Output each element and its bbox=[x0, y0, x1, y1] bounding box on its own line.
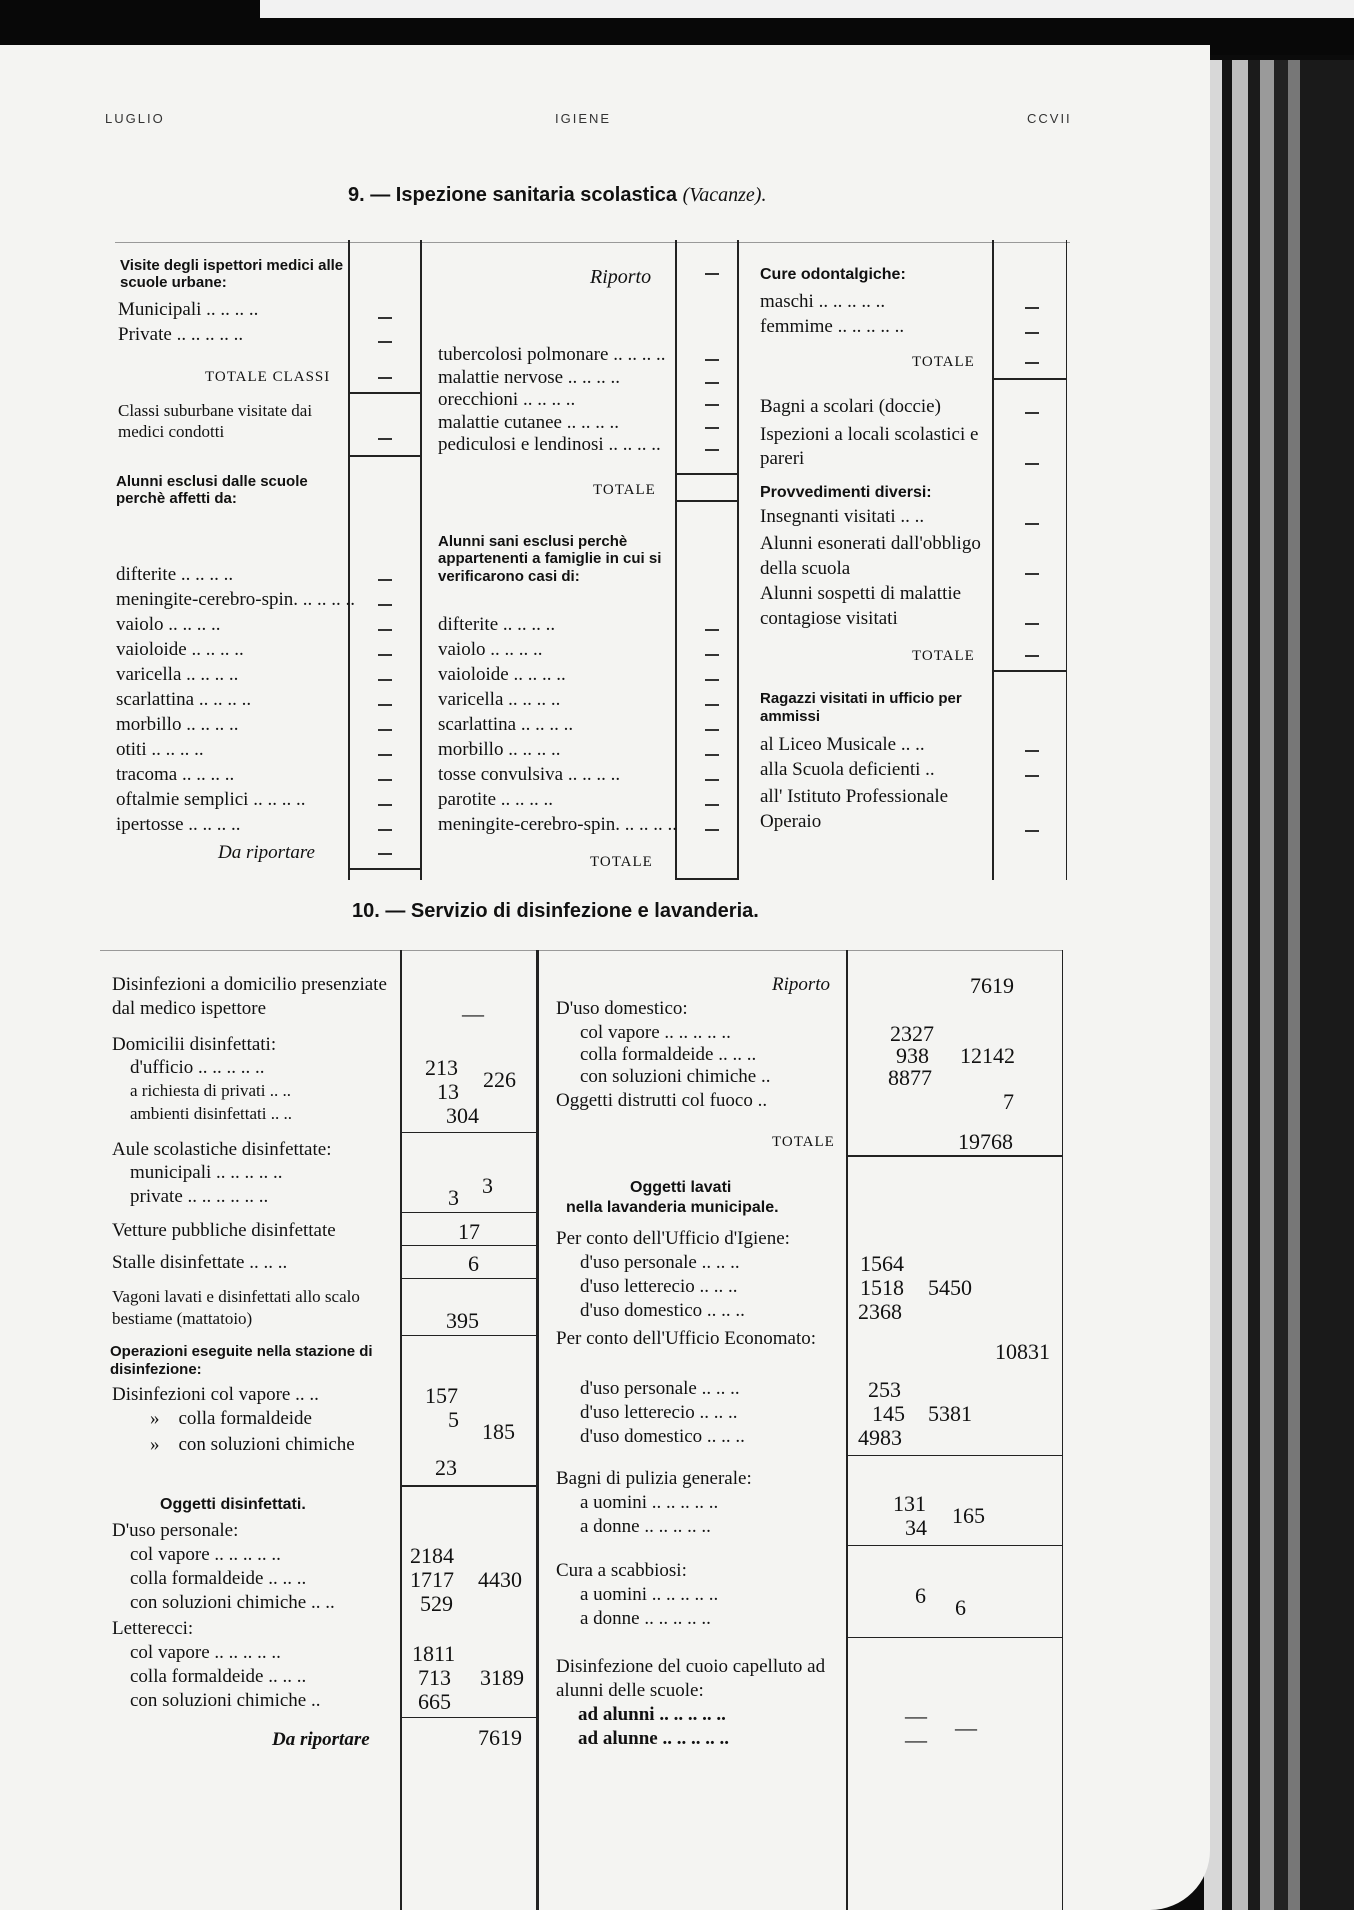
value: 1717 bbox=[410, 1567, 454, 1592]
value: 2327 bbox=[890, 1021, 934, 1046]
list-item-label: meningite-cerebro-spin. bbox=[116, 589, 299, 610]
s9-rule bbox=[348, 868, 420, 870]
s10-conto-igiene: Per conto dell'Ufficio d'Igiene: bbox=[556, 1228, 790, 1249]
s9-dash bbox=[1025, 412, 1039, 414]
s9-provv-heading: Provvedimenti diversi: bbox=[760, 484, 932, 501]
value: 1811 bbox=[412, 1641, 456, 1666]
label: colla formaldeide bbox=[580, 1044, 714, 1065]
value: 157 bbox=[425, 1383, 458, 1408]
list-item-label: parotite bbox=[438, 789, 497, 810]
list-item: tracoma .. .. .. .. bbox=[116, 764, 235, 785]
label: Insegnanti visitati bbox=[760, 506, 896, 527]
s10-dash: — bbox=[462, 1001, 484, 1026]
s10-rule bbox=[846, 1155, 1062, 1157]
list-item-label: oftalmie semplici bbox=[116, 789, 249, 810]
list-item: difterite .. .. .. .. bbox=[116, 564, 234, 585]
list-item-label: malattie cutanee bbox=[438, 411, 562, 433]
table9-vline bbox=[992, 240, 994, 880]
s9-dash bbox=[705, 273, 719, 275]
s10-lav-heading2: nella lavanderia municipale. bbox=[566, 1199, 779, 1216]
value: 665 bbox=[418, 1689, 451, 1714]
label: private bbox=[130, 1186, 183, 1207]
s10-e-lett: d'uso letterecio .. .. .. bbox=[580, 1402, 738, 1423]
list-item: oftalmie semplici .. .. .. .. bbox=[116, 789, 306, 810]
s9-totale: TOTALE bbox=[593, 482, 656, 498]
list-item-label: pediculosi e lendinosi bbox=[438, 434, 604, 455]
s10-rule bbox=[846, 1455, 1062, 1456]
list-item-dash bbox=[705, 359, 719, 361]
s10-rule bbox=[400, 1212, 536, 1213]
s9-dash bbox=[1025, 750, 1039, 752]
list-item-dash bbox=[378, 779, 392, 781]
s9-cure-totale: TOTALE bbox=[912, 354, 975, 370]
s9-rule bbox=[992, 378, 1066, 380]
s9-dash bbox=[378, 438, 392, 440]
s10-totale: TOTALE bbox=[772, 1134, 835, 1150]
s10-d-ufficio: d'ufficio .. .. .. .. .. bbox=[130, 1057, 265, 1078]
s9-dash bbox=[1025, 463, 1039, 465]
s9-liceo: al Liceo Musicale .. .. bbox=[760, 734, 925, 755]
value: 4430 bbox=[478, 1567, 522, 1592]
list-item: morbillo .. .. .. .. bbox=[116, 714, 239, 735]
value: 12142 bbox=[960, 1043, 1015, 1068]
s9-alunni-sani-heading: Alunni sani esclusi perchè appartenenti a famiglie in cui si verificarono casi di: bbox=[438, 533, 662, 585]
s9-municipali: Municipali .. .. .. .. bbox=[118, 299, 259, 320]
s10-i-pers: d'uso personale .. .. .. bbox=[580, 1252, 740, 1273]
list-item-label: vaiolo bbox=[116, 614, 164, 635]
s10-ambienti: ambienti disinfettati .. .. bbox=[130, 1104, 292, 1123]
s10-i-lett: d'uso letterecio .. .. .. bbox=[580, 1276, 738, 1297]
s10-rule bbox=[846, 1637, 1062, 1638]
value: 3189 bbox=[480, 1665, 524, 1690]
value: 4983 bbox=[858, 1425, 902, 1450]
s10-rule bbox=[400, 1335, 536, 1336]
s10-l-vapore: col vapore .. .. .. .. .. bbox=[130, 1642, 281, 1663]
s9-alunni-esonerati: Alunni esonerati dall'obbligo della scuola bbox=[760, 533, 981, 579]
s9-dash bbox=[1025, 775, 1039, 777]
list-item-label: scarlattina bbox=[116, 689, 195, 710]
s10-conto-economato: Per conto dell'Ufficio Economato: bbox=[556, 1328, 817, 1349]
label: al Liceo Musicale bbox=[760, 734, 897, 755]
s10-aule-private: private .. .. .. .. .. .. bbox=[130, 1186, 269, 1207]
list-item-label: varicella bbox=[438, 689, 504, 710]
list-item-dash bbox=[705, 704, 719, 706]
s10-l-soluz: con soluzioni chimiche .. bbox=[130, 1690, 321, 1711]
list-item: tosse convulsiva .. .. .. .. bbox=[438, 764, 621, 785]
s10-dash: — bbox=[905, 1727, 927, 1752]
header-center: IGIENE bbox=[555, 111, 612, 126]
table9-vline bbox=[1066, 240, 1067, 880]
table9-vline bbox=[675, 240, 677, 880]
value: 1518 bbox=[860, 1275, 904, 1300]
list-item-dash bbox=[378, 629, 392, 631]
s10-vagoni: Vagoni lavati e disinfettati allo scalo bestiame (mattatoio) bbox=[112, 1287, 360, 1329]
label: femmime bbox=[760, 316, 833, 337]
s10-dis-vapore: Disinfezioni col vapore .. .. bbox=[112, 1384, 319, 1405]
s9-alunni-sospetti: Alunni sospetti di malattie contagiose visitati bbox=[760, 583, 962, 629]
label: col vapore bbox=[130, 1642, 210, 1663]
table9-vline bbox=[420, 240, 422, 880]
s9-bagni: Bagni a scolari (doccie) bbox=[760, 396, 941, 417]
s9-visite-heading: Visite degli ispettori medici alle scuole urbane: bbox=[120, 257, 344, 292]
s10-dash: — bbox=[905, 1703, 927, 1728]
list-item: difterite .. .. .. .. bbox=[438, 614, 556, 635]
list-item-label: otiti bbox=[116, 739, 147, 760]
label: d'uso letterecio bbox=[580, 1402, 695, 1423]
s10-aule: Aule scolastiche disinfettate: bbox=[112, 1139, 332, 1160]
list-item: malattie nervose .. .. .. .. bbox=[438, 366, 621, 388]
s9-femmime: femmime .. .. .. .. .. bbox=[760, 316, 905, 337]
list-item-label: tracoma bbox=[116, 764, 178, 785]
s10-rule bbox=[400, 1132, 536, 1133]
s10-l-form: colla formaldeide .. .. .. bbox=[130, 1666, 307, 1687]
list-item-dash bbox=[378, 679, 392, 681]
s10-lav-heading1: Oggetti lavati bbox=[630, 1179, 732, 1196]
s10-ad-alunne: ad alunne .. .. .. .. .. bbox=[578, 1728, 729, 1749]
scan-right-edge bbox=[1204, 60, 1354, 1910]
s10-stalle: Stalle disinfettate .. .. .. bbox=[112, 1252, 288, 1273]
list-item: vaiolo .. .. .. .. bbox=[116, 614, 221, 635]
s10-c-uomini: a uomini .. .. .. .. .. bbox=[580, 1584, 719, 1605]
label: Private bbox=[118, 324, 172, 345]
value: 13 bbox=[437, 1079, 459, 1104]
value: 2184 bbox=[410, 1543, 454, 1568]
list-item-label: scarlattina bbox=[438, 714, 517, 735]
list-item-dash bbox=[705, 382, 719, 384]
s10-cura: Cura a scabbiosi: bbox=[556, 1560, 687, 1581]
s9-dash bbox=[378, 853, 392, 855]
s10-rule bbox=[400, 1717, 536, 1718]
s9-ispezioni: Ispezioni a locali scolastici e pareri bbox=[760, 424, 979, 469]
s10-operazioni: Operazioni eseguite nella stazione di disinfezione: bbox=[110, 1343, 373, 1378]
s9-da-riportare: Da riportare bbox=[218, 842, 315, 863]
table9-vline bbox=[348, 240, 350, 880]
value: 529 bbox=[420, 1591, 453, 1616]
label: alla Scuola deficienti bbox=[760, 759, 921, 780]
value: 3 bbox=[482, 1173, 493, 1198]
s10-e-dom: d'uso domestico .. .. .. bbox=[580, 1426, 745, 1447]
s10-d-soluz: con soluzioni chimiche .. bbox=[580, 1066, 771, 1087]
value: 10831 bbox=[995, 1339, 1050, 1364]
list-item-dash bbox=[378, 654, 392, 656]
s10-i-dom: d'uso domestico .. .. .. bbox=[580, 1300, 745, 1321]
s10-richiesta: a richiesta di privati .. .. bbox=[130, 1081, 291, 1100]
list-item-dash bbox=[705, 679, 719, 681]
value: 131 bbox=[893, 1491, 926, 1516]
s9-classi-suburbane: Classi suburbane visitate dai medici condotti bbox=[118, 401, 313, 442]
value: 5381 bbox=[928, 1401, 972, 1426]
s9-dash bbox=[1025, 655, 1039, 657]
table10-vline bbox=[536, 950, 539, 1910]
label: con soluzioni chimiche bbox=[130, 1592, 307, 1613]
list-item-dash bbox=[378, 704, 392, 706]
list-item-dash bbox=[378, 829, 392, 831]
value: 19768 bbox=[958, 1129, 1013, 1154]
label: ad alunne bbox=[578, 1728, 658, 1749]
value: 2368 bbox=[858, 1299, 902, 1324]
value: 213 bbox=[425, 1055, 458, 1080]
s9-dash bbox=[1025, 830, 1039, 832]
s9-dash bbox=[1025, 307, 1039, 309]
list-item: orecchioni .. .. .. .. bbox=[438, 389, 576, 410]
s10-d-form: colla formaldeide .. .. .. bbox=[580, 1044, 757, 1065]
label: ambienti disinfettati bbox=[130, 1104, 267, 1123]
s9-dash bbox=[1025, 573, 1039, 575]
value: 6 bbox=[915, 1583, 926, 1608]
list-item-label: vaioloide bbox=[116, 639, 187, 660]
s9-provv-totale: TOTALE bbox=[912, 648, 975, 664]
s9-dash bbox=[1025, 362, 1039, 364]
label: ad alunni bbox=[578, 1704, 655, 1725]
list-item-label: orecchioni bbox=[438, 389, 519, 410]
s10-riporto: Riporto bbox=[772, 974, 831, 995]
value: 226 bbox=[483, 1067, 516, 1092]
s10-uso-pers: D'uso personale: bbox=[112, 1520, 239, 1541]
value: 23 bbox=[435, 1455, 457, 1480]
s9-rule bbox=[675, 500, 737, 502]
s9-totale2: TOTALE bbox=[590, 854, 653, 870]
s10-dash: — bbox=[955, 1715, 977, 1740]
list-item-label: morbillo bbox=[438, 739, 504, 760]
label: maschi bbox=[760, 291, 814, 312]
table9-vline bbox=[737, 240, 739, 880]
s10-da-riportare: Da riportare bbox=[272, 1729, 370, 1750]
list-item-label: difterite bbox=[116, 564, 177, 585]
section9-title-text: 9. — Ispezione sanitaria scolastica bbox=[348, 184, 678, 206]
list-item-label: tubercolosi polmonare bbox=[438, 344, 609, 365]
list-item-dash bbox=[705, 427, 719, 429]
list-item: varicella .. .. .. .. bbox=[438, 689, 561, 710]
value: 7619 bbox=[478, 1725, 522, 1750]
list-item-dash bbox=[378, 804, 392, 806]
list-item-dash bbox=[705, 404, 719, 406]
label: d'ufficio bbox=[130, 1057, 194, 1078]
list-item-label: vaiolo bbox=[438, 639, 486, 660]
label: col vapore bbox=[130, 1544, 210, 1565]
value: 7619 bbox=[970, 973, 1014, 998]
list-item: pediculosi e lendinosi .. .. .. .. bbox=[438, 434, 661, 455]
s10-bagni: Bagni di pulizia generale: bbox=[556, 1468, 752, 1489]
list-item: vaioloide .. .. .. .. bbox=[116, 639, 244, 660]
s10-letterecci: Letterecci: bbox=[112, 1618, 194, 1639]
list-item: malattie cutanee .. .. .. .. bbox=[438, 411, 619, 433]
list-item: morbillo .. .. .. .. bbox=[438, 739, 561, 760]
list-item-dash bbox=[378, 579, 392, 581]
table10-top-rule bbox=[100, 950, 1062, 951]
list-item-dash bbox=[705, 729, 719, 731]
s9-dash bbox=[1025, 623, 1039, 625]
s9-dash bbox=[1025, 523, 1039, 525]
label: con soluzioni chimiche bbox=[178, 1434, 355, 1455]
s9-rule bbox=[675, 878, 737, 880]
list-item: tubercolosi polmonare .. .. .. .. bbox=[438, 344, 666, 365]
value: 145 bbox=[872, 1401, 905, 1426]
s9-rule bbox=[348, 392, 420, 394]
s10-colla-form: » colla formaldeide bbox=[150, 1408, 312, 1429]
label: a donne bbox=[580, 1608, 640, 1629]
s10-cuoio: Disinfezione del cuoio capelluto ad alunni delle scuole: bbox=[556, 1656, 826, 1701]
s10-domicilii: Domicilii disinfettati: bbox=[112, 1034, 277, 1055]
label: d'uso letterecio bbox=[580, 1276, 695, 1297]
list-item-label: tosse convulsiva bbox=[438, 764, 564, 785]
value: 8877 bbox=[888, 1065, 932, 1090]
value: 1564 bbox=[860, 1251, 904, 1276]
list-item-dash bbox=[705, 449, 719, 451]
list-item-label: malattie nervose bbox=[438, 366, 564, 388]
table10-vline bbox=[1062, 950, 1063, 1910]
header-right: CCVII bbox=[1027, 111, 1072, 126]
table9-top-rule bbox=[115, 242, 1070, 243]
label: a uomini bbox=[580, 1492, 648, 1513]
s10-e-pers: d'uso personale .. .. .. bbox=[580, 1378, 740, 1399]
label: d'uso personale bbox=[580, 1252, 697, 1273]
value: 713 bbox=[418, 1665, 451, 1690]
label: colla formaldeide bbox=[130, 1568, 264, 1589]
s10-p-form: colla formaldeide .. .. .. bbox=[130, 1568, 307, 1589]
s9-insegnanti: Insegnanti visitati .. .. bbox=[760, 506, 925, 527]
s9-rule bbox=[348, 455, 420, 457]
s10-vetture: Vetture pubbliche disinfettate bbox=[112, 1220, 336, 1241]
s9-alunni-heading: Alunni esclusi dalle scuole perchè affetti da: bbox=[116, 473, 308, 508]
label: d'uso domestico bbox=[580, 1426, 703, 1447]
label: Municipali bbox=[118, 299, 202, 320]
label: Oggetti distrutti col fuoco bbox=[556, 1090, 753, 1111]
s9-istituto: all' Istituto Professionale Operaio bbox=[760, 786, 949, 832]
s9-totale-classi: TOTALE CLASSI bbox=[205, 369, 331, 385]
list-item-label: varicella bbox=[116, 664, 182, 685]
page bbox=[0, 45, 1210, 1910]
list-item: vaioloide .. .. .. .. bbox=[438, 664, 566, 685]
label: con soluzioni chimiche bbox=[580, 1066, 757, 1087]
list-item-dash bbox=[705, 754, 719, 756]
s9-dash bbox=[378, 377, 392, 379]
table10-vline bbox=[400, 950, 402, 1910]
s9-deficienti: alla Scuola deficienti .. bbox=[760, 759, 935, 780]
label: Disinfezioni col vapore bbox=[112, 1384, 291, 1405]
value: 938 bbox=[896, 1043, 929, 1068]
s10-p-vapore: col vapore .. .. .. .. .. bbox=[130, 1544, 281, 1565]
value: 253 bbox=[868, 1377, 901, 1402]
s10-dis-domicilio: Disinfezioni a domicilio presenziate dal medico ispettore bbox=[112, 974, 387, 1019]
s9-maschi: maschi .. .. .. .. .. bbox=[760, 291, 886, 312]
list-item: vaiolo .. .. .. .. bbox=[438, 639, 543, 660]
list-item-label: difterite bbox=[438, 614, 499, 635]
list-item-dash bbox=[705, 829, 719, 831]
list-item: meningite-cerebro-spin. .. .. .. .. bbox=[438, 814, 678, 835]
table10-vline bbox=[846, 950, 848, 1910]
list-item: scarlattina .. .. .. .. bbox=[438, 714, 574, 735]
s9-rule bbox=[675, 473, 737, 475]
list-item-dash bbox=[705, 629, 719, 631]
list-item-dash bbox=[705, 654, 719, 656]
value: 165 bbox=[952, 1503, 985, 1528]
list-item-dash bbox=[378, 729, 392, 731]
list-item-dash bbox=[378, 604, 392, 606]
s9-cure-heading: Cure odontalgiche: bbox=[760, 266, 906, 283]
list-item-label: ipertosse bbox=[116, 814, 184, 835]
list-item: ipertosse .. .. .. .. bbox=[116, 814, 241, 835]
s10-ad-alunni: ad alunni .. .. .. .. .. bbox=[578, 1704, 726, 1725]
s9-ragazzi-heading: Ragazzi visitati in ufficio per ammissi bbox=[760, 690, 962, 725]
list-item: scarlattina .. .. .. .. bbox=[116, 689, 252, 710]
label: con soluzioni chimiche bbox=[130, 1690, 307, 1711]
s10-aule-municipali: municipali .. .. .. .. .. bbox=[130, 1162, 283, 1183]
list-item: parotite .. .. .. .. bbox=[438, 789, 554, 810]
s9-dash bbox=[378, 317, 392, 319]
label: a uomini bbox=[580, 1584, 648, 1605]
label: colla formaldeide bbox=[130, 1666, 264, 1687]
label: d'uso personale bbox=[580, 1378, 697, 1399]
s10-rule bbox=[400, 1278, 536, 1279]
s10-b-uomini: a uomini .. .. .. .. .. bbox=[580, 1492, 719, 1513]
s10-rule bbox=[846, 1545, 1062, 1546]
list-item-dash bbox=[705, 804, 719, 806]
value: 7 bbox=[1003, 1089, 1014, 1114]
scan-top-edge bbox=[260, 0, 1354, 18]
s10-distrutti: Oggetti distrutti col fuoco .. bbox=[556, 1090, 768, 1111]
label: col vapore bbox=[580, 1022, 660, 1043]
list-item-dash bbox=[378, 754, 392, 756]
list-item-label: vaioloide bbox=[438, 664, 509, 685]
s10-rule bbox=[400, 1245, 536, 1246]
s10-con-soluz: » con soluzioni chimiche bbox=[150, 1434, 355, 1455]
list-item: otiti .. .. .. .. bbox=[116, 739, 204, 760]
header-left: LUGLIO bbox=[105, 111, 165, 126]
label: Stalle disinfettate bbox=[112, 1252, 245, 1273]
value: 304 bbox=[446, 1103, 479, 1128]
s10-c-donne: a donne .. .. .. .. .. bbox=[580, 1608, 711, 1629]
s10-uso-domestico: D'uso domestico: bbox=[556, 998, 688, 1019]
label: colla formaldeide bbox=[178, 1408, 312, 1429]
list-item: meningite-cerebro-spin. .. .. .. .. bbox=[116, 589, 356, 610]
value: 5 bbox=[448, 1407, 459, 1432]
value: 17 bbox=[458, 1219, 480, 1244]
value: 185 bbox=[482, 1419, 515, 1444]
value: 395 bbox=[446, 1308, 479, 1333]
section9-title-note: (Vacanze). bbox=[682, 184, 767, 206]
list-item-dash bbox=[705, 779, 719, 781]
s10-rule bbox=[400, 1485, 536, 1487]
s9-private: Private .. .. .. .. .. bbox=[118, 324, 244, 345]
s9-riporto: Riporto bbox=[590, 266, 652, 288]
s10-b-donne: a donne .. .. .. .. .. bbox=[580, 1516, 711, 1537]
s10-oggetti: Oggetti disinfettati. bbox=[160, 1496, 306, 1513]
s9-rule bbox=[992, 670, 1066, 672]
value: 34 bbox=[905, 1515, 927, 1540]
s10-p-soluz: con soluzioni chimiche .. .. bbox=[130, 1592, 335, 1613]
value: 6 bbox=[468, 1251, 479, 1276]
section9-title bbox=[348, 185, 766, 205]
label: d'uso domestico bbox=[580, 1300, 703, 1321]
value: 3 bbox=[448, 1185, 459, 1210]
list-item-label: meningite-cerebro-spin. bbox=[438, 814, 621, 835]
s10-d-vapore: col vapore .. .. .. .. .. bbox=[580, 1022, 731, 1043]
label: a donne bbox=[580, 1516, 640, 1537]
s9-dash bbox=[1025, 332, 1039, 334]
label: municipali bbox=[130, 1162, 212, 1183]
label: a richiesta di privati bbox=[130, 1081, 266, 1100]
list-item-label: morbillo bbox=[116, 714, 182, 735]
value: 5450 bbox=[928, 1275, 972, 1300]
section10-title: 10. — Servizio di disinfezione e lavanderia. bbox=[352, 900, 759, 922]
value: 6 bbox=[955, 1595, 966, 1620]
list-item: varicella .. .. .. .. bbox=[116, 664, 239, 685]
s9-dash bbox=[378, 341, 392, 343]
